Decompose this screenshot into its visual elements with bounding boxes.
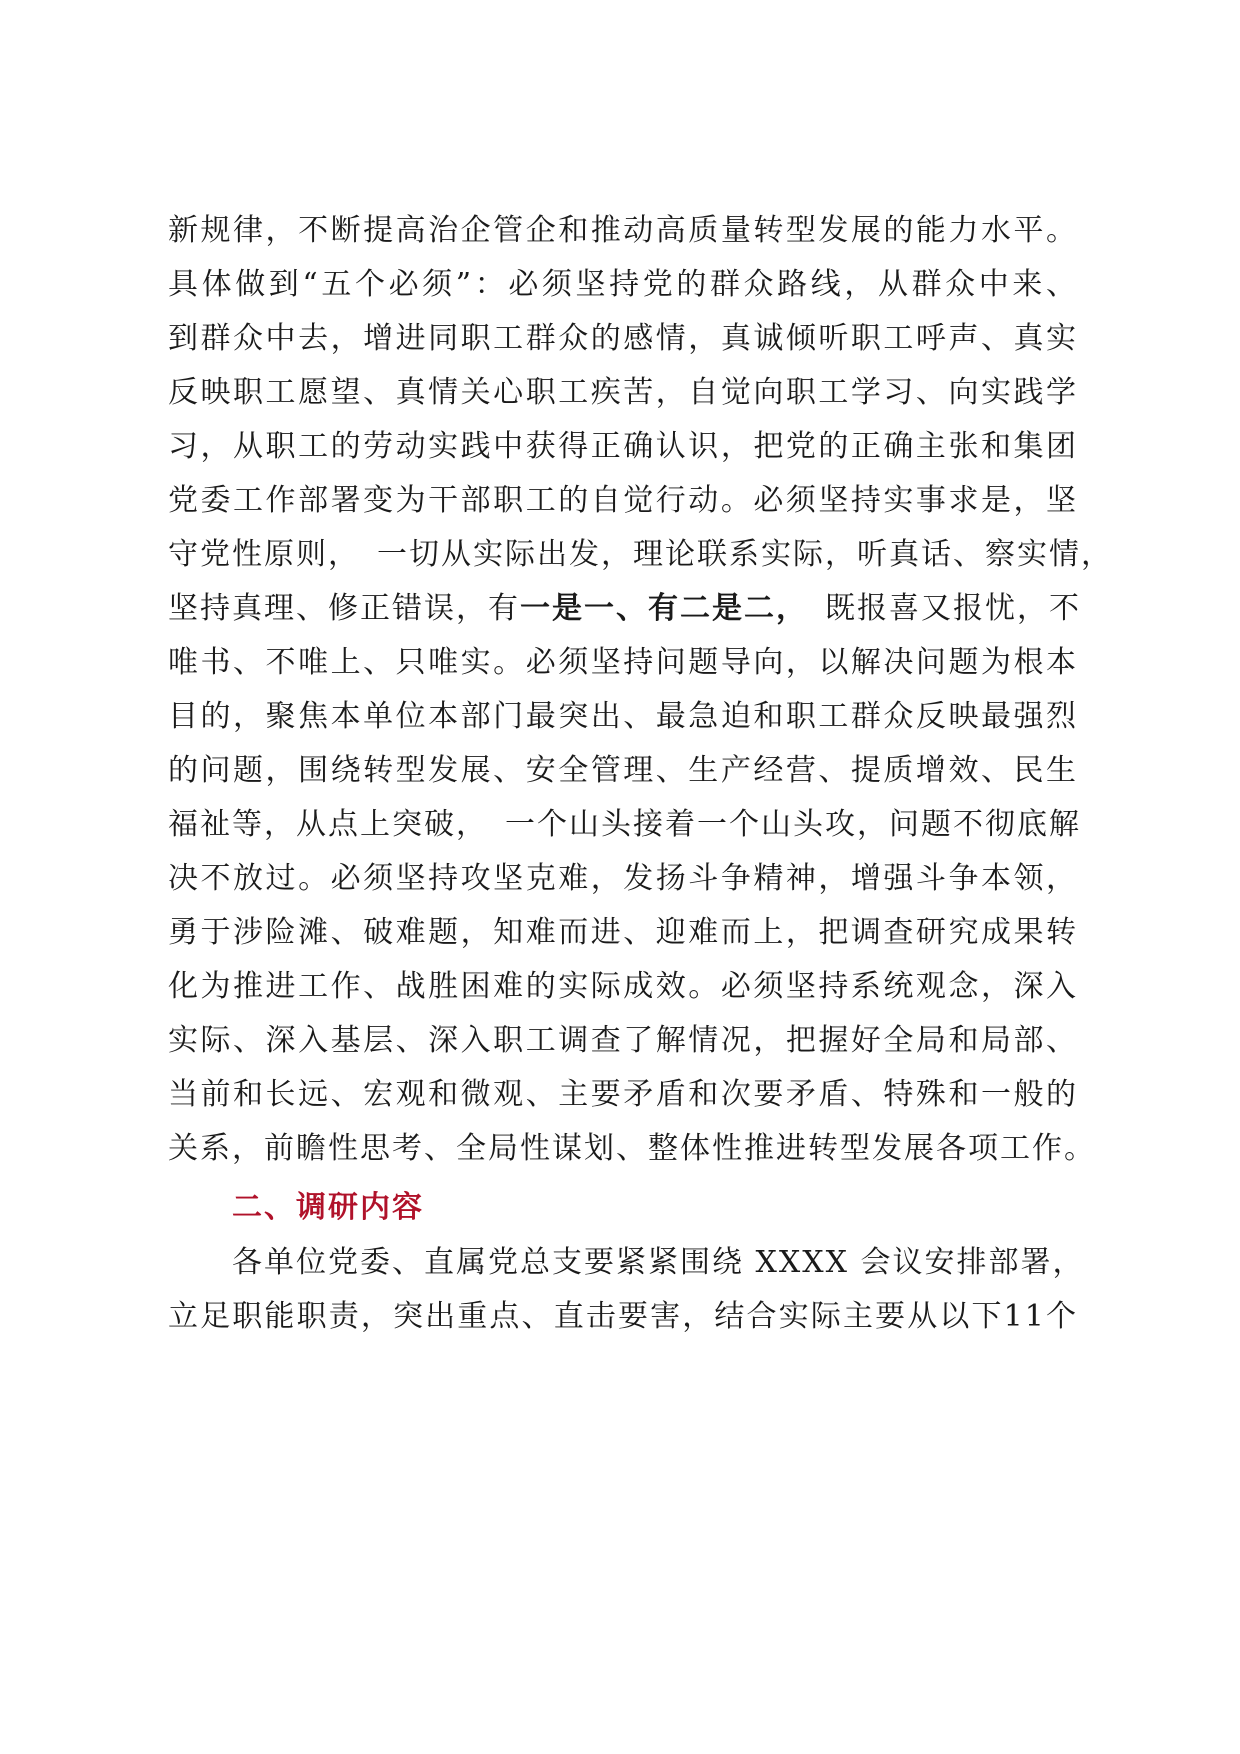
text-line: 唯书、不唯上、只唯实。必须坚持问题导向，以解决问题为根本 [168, 645, 1078, 680]
section-heading: 二、调研内容 [232, 1190, 424, 1225]
text-line: 实际、深入基层、深入职工调查了解情况，把握好全局和局部、 [168, 1023, 1078, 1058]
text-line: 决不放过。必须坚持攻坚克难，发扬斗争精神，增强斗争本领， [168, 861, 1078, 896]
text-line: 习，从职工的劳动实践中获得正确认识，把党的正确主张和集团 [168, 429, 1078, 464]
text-line: 的问题，围绕转型发展、安全管理、生产经营、提质增效、民生 [168, 753, 1078, 788]
text-line: 福祉等，从点上突破， 一个山头接着一个山头攻，问题不彻底解 [168, 807, 1081, 842]
text-line: 目的，聚焦本单位本部门最突出、最急迫和职工群众反映最强烈 [168, 699, 1078, 734]
emphasis-text: 一是一、有二是二， [520, 591, 793, 626]
text-line: 化为推进工作、战胜困难的实际成效。必须坚持系统观念，深入 [168, 969, 1078, 1004]
text-line: 反映职工愿望、真情关心职工疾苦，自觉向职工学习、向实践学 [168, 375, 1078, 410]
text-line: 新规律，不断提高治企管企和推动高质量转型发展的能力水平。 [168, 213, 1078, 248]
text-segment: 既报喜又报忧，不 [793, 591, 1081, 626]
document-body [168, 204, 1113, 1344]
text-line-with-emphasis [168, 582, 1081, 636]
text-line: 当前和长远、宏观和微观、主要矛盾和次要矛盾、特殊和一般的 [168, 1077, 1078, 1112]
text-line: 党委工作部署变为干部职工的自觉行动。必须坚持实事求是，坚 [168, 483, 1078, 518]
text-line: 立足职能职责，突出重点、直击要害，结合实际主要从以下11个 [168, 1299, 1078, 1334]
text-line: 到群众中去，增进同职工群众的感情，真诚倾听职工呼声、真实 [168, 321, 1078, 356]
text-line: 关系，前瞻性思考、全局性谋划、整体性推进转型发展各项工作。 [168, 1131, 1096, 1166]
text-segment: 坚持真理、修正错误，有 [168, 591, 520, 626]
text-line: 具体做到“五个必须”：必须坚持党的群众路线，从群众中来、 [168, 267, 1078, 302]
text-line: 各单位党委、直属党总支要紧紧围绕 XXXX 会议安排部署， [232, 1245, 1085, 1280]
text-line: 勇于涉险滩、破难题，知难而进、迎难而上，把调查研究成果转 [168, 915, 1078, 950]
text-line: 守党性原则， 一切从实际出发，理论联系实际，听真话、察实情， [168, 537, 1113, 572]
